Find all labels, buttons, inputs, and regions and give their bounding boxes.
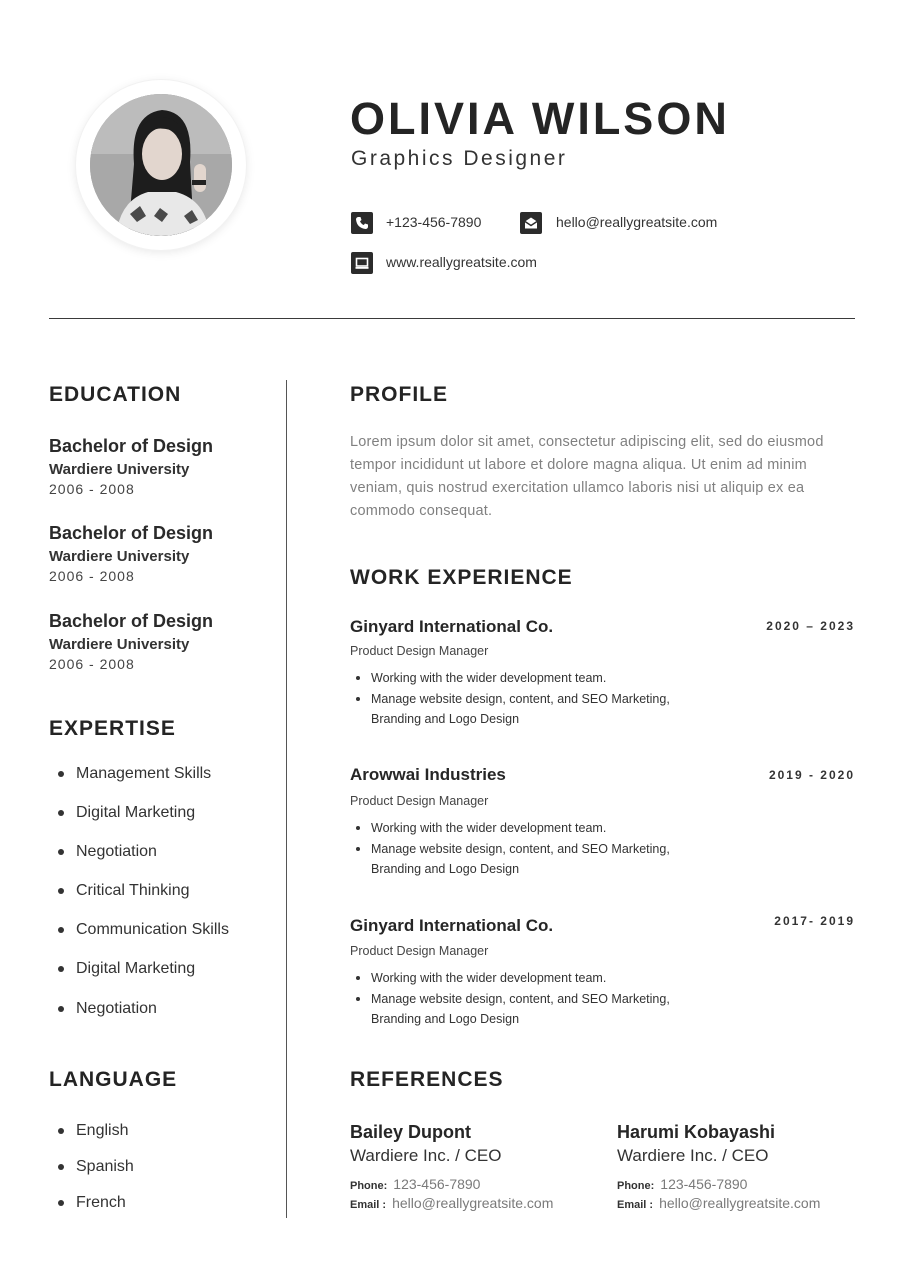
expertise-item	[58, 961, 195, 977]
bullet-icon	[58, 888, 64, 894]
reference-org: Wardiere Inc. / CEO	[350, 1146, 502, 1165]
expertise-item	[58, 883, 190, 899]
language-item	[58, 1123, 128, 1139]
reference-name: Bailey Dupont	[350, 1122, 472, 1142]
expertise-item	[58, 766, 211, 782]
expertise-label: Communication Skills	[76, 921, 229, 938]
phone-key: Phone:	[617, 1180, 655, 1192]
email-icon	[520, 212, 542, 234]
job-bullets	[350, 968, 710, 1030]
job-bullet: Working with the wider development team.	[350, 818, 710, 839]
job-years: 2019 - 2020	[768, 768, 855, 782]
education-degree: Bachelor of Design	[49, 523, 214, 543]
job-bullet: Manage website design, content, and SEO Marketing, Branding and Logo Design	[350, 689, 710, 730]
job-years: 2020 – 2023	[766, 619, 855, 633]
job-role: Product Design Manager	[350, 944, 489, 958]
job-bullet: Manage website design, content, and SEO Marketing, Branding and Logo Design	[350, 989, 710, 1030]
header-divider	[49, 318, 855, 319]
profile-title: PROFILE	[350, 383, 449, 406]
expertise-title: EXPERTISE	[49, 717, 176, 740]
reference-phone-value[interactable]: 123-456-7890	[660, 1176, 748, 1192]
bullet-icon	[58, 1200, 64, 1206]
job-company: Arowwai Industries	[350, 765, 506, 784]
education-years: 2006 - 2008	[49, 568, 135, 584]
column-divider	[286, 380, 287, 1218]
reference-email-value[interactable]: hello@reallygreatsite.com	[392, 1195, 554, 1211]
work-title: WORK EXPERIENCE	[350, 566, 573, 589]
phone-icon	[351, 212, 373, 234]
reference-email-value[interactable]: hello@reallygreatsite.com	[659, 1195, 821, 1211]
language-item	[58, 1195, 126, 1211]
reference-name: Harumi Kobayashi	[617, 1122, 776, 1142]
expertise-label: Management Skills	[76, 765, 212, 782]
phone-text[interactable]: +123-456-7890	[386, 214, 482, 230]
job-bullet: Working with the wider development team.	[350, 968, 710, 989]
job-bullet: Working with the wider development team.	[350, 668, 710, 689]
language-label: French	[76, 1194, 126, 1211]
bullet-icon	[58, 927, 64, 933]
reference-org: Wardiere Inc. / CEO	[617, 1146, 769, 1165]
expertise-item	[58, 922, 229, 938]
website-text[interactable]: www.reallygreatsite.com	[386, 254, 537, 270]
job-company: Ginyard International Co.	[350, 617, 554, 636]
reference-phone-value[interactable]: 123-456-7890	[393, 1176, 481, 1192]
language-label: English	[76, 1122, 129, 1139]
job-company: Ginyard International Co.	[350, 916, 554, 935]
reference-phone	[617, 1177, 747, 1192]
education-degree: Bachelor of Design	[49, 436, 214, 456]
expertise-item	[58, 1001, 157, 1017]
bullet-icon	[58, 1006, 64, 1012]
profile-text: Lorem ipsum dolor sit amet, consectetur adipiscing elit, sed do eiusmod tempor incididunt ut labore et dolore magna aliqua. Ut enim ad minim veniam, quis nostrud exercitation ullamco laboris nisi ut aliquip ex ea commodo consequat.	[350, 434, 824, 519]
bullet-icon	[58, 810, 64, 816]
email-text[interactable]: hello@reallygreatsite.com	[556, 214, 718, 230]
website-icon	[351, 252, 373, 274]
bullet-icon	[58, 849, 64, 855]
education-school: Wardiere University	[49, 636, 190, 653]
language-item	[58, 1159, 134, 1175]
job-role: Product Design Manager	[350, 794, 489, 808]
expertise-label: Negotiation	[76, 843, 157, 860]
bullet-icon	[58, 771, 64, 777]
bullet-icon	[58, 1128, 64, 1134]
candidate-name: OLIVIA WILSON	[350, 93, 730, 144]
expertise-label: Critical Thinking	[76, 882, 190, 899]
job-bullet: Manage website design, content, and SEO Marketing, Branding and Logo Design	[350, 839, 710, 880]
education-school: Wardiere University	[49, 548, 190, 565]
expertise-item	[58, 844, 157, 860]
job-years: 2017- 2019	[774, 914, 855, 928]
language-label: Spanish	[76, 1158, 134, 1175]
expertise-label: Digital Marketing	[76, 804, 196, 821]
phone-key: Phone:	[350, 1180, 388, 1192]
job-role: Product Design Manager	[350, 644, 489, 658]
expertise-item	[58, 805, 195, 821]
bullet-icon	[58, 1164, 64, 1170]
education-degree: Bachelor of Design	[49, 611, 214, 631]
candidate-role: Graphics Designer	[351, 147, 568, 170]
education-years: 2006 - 2008	[49, 481, 135, 497]
reference-email	[617, 1196, 820, 1211]
references-title: REFERENCES	[350, 1068, 504, 1091]
email-key: Email :	[617, 1199, 654, 1211]
reference-email	[350, 1196, 553, 1211]
reference-phone	[350, 1177, 480, 1192]
education-school: Wardiere University	[49, 461, 190, 478]
language-title: LANGUAGE	[49, 1068, 178, 1091]
profile-photo	[90, 94, 232, 236]
education-title: EDUCATION	[49, 383, 182, 406]
education-years: 2006 - 2008	[49, 656, 135, 672]
job-bullets	[350, 818, 710, 880]
expertise-label: Digital Marketing	[76, 960, 196, 977]
job-bullets	[350, 668, 710, 730]
email-key: Email :	[350, 1199, 387, 1211]
bullet-icon	[58, 966, 64, 972]
expertise-label: Negotiation	[76, 1000, 157, 1017]
